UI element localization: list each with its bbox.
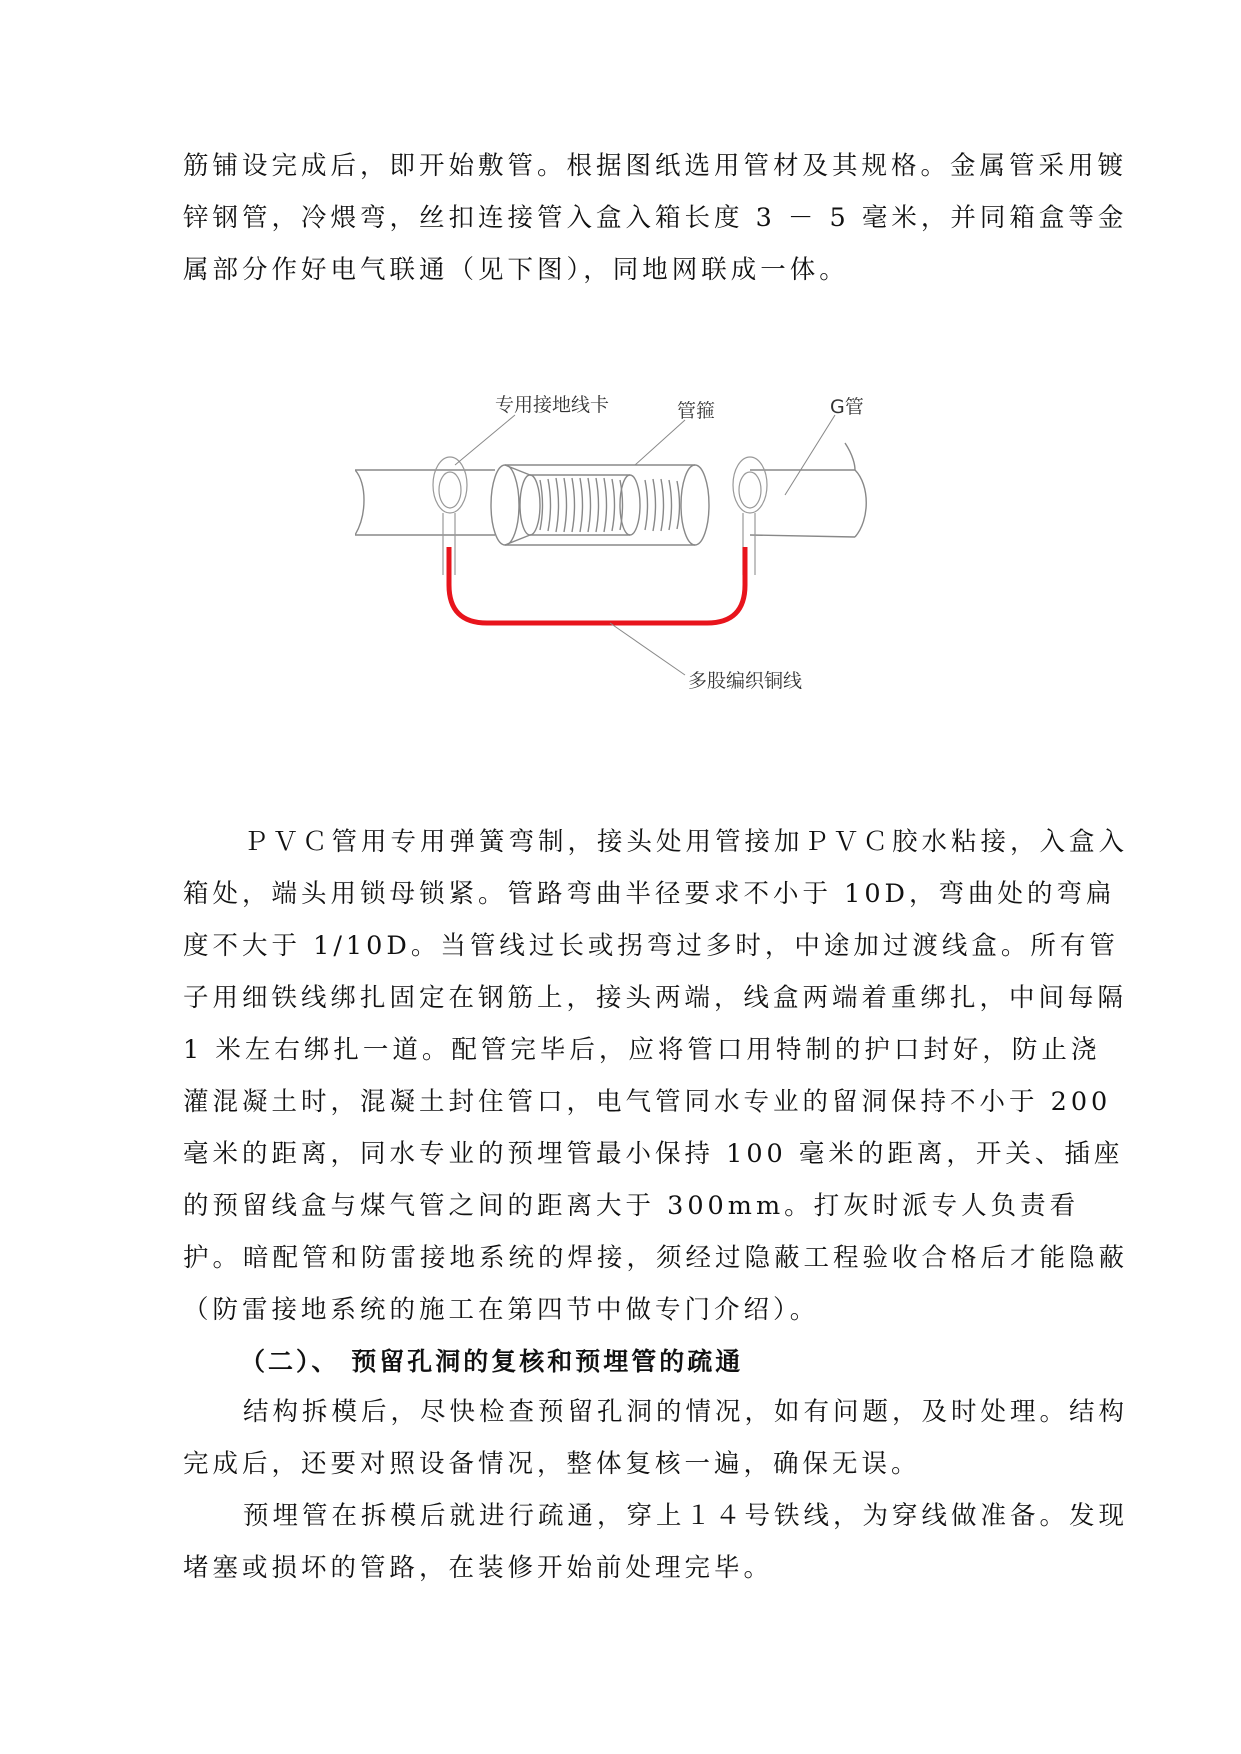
grounding-clamp-right <box>733 457 767 575</box>
paragraph-pvc: ＰＶＣ管用专用弹簧弯制，接头处用管接加ＰＶＣ胶水粘接，入盒入箱处，端头用锁母锁紧。管路弯曲半径要求不小于 10D，弯曲处的弯扁度不大于 1/10D。当管线过长或拐弯过多时，中途加过渡线盒。所有管子用细铁线绑扎固定在钢筋上，接头两端，线盒两端着重绑扎，中间每隔 1 米左右绑扎一道。配管完毕后，应将管口用特制的护口封好，防止浇灌混凝土时，混凝土封住管口，电气管同水专业的留洞保持不小于 200 毫米的距离，同水专业的预埋管最小保持 100 毫米的距离，开关、插座的预留线盒与煤气管之间的距离大于 300mm。打灰时派专人负责看护。 <box>183 827 1129 1273</box>
paragraph-intro: 筋铺设完成后，即开始敷管。根据图纸选用管材及其规格。金属管采用镀锌钢管，冷煨弯，丝扣连接管入盒入箱长度 3 － 5 毫米，并同箱盒等金属部分作好电气联通（见下图），同地网联成一体。 <box>183 151 1128 285</box>
paragraph-concealed: 暗配管和防雷接地系统的焊接，须经过隐蔽工程验收合格后才能隐蔽（防雷接地系统的施工在第四节中做专门介绍）。 <box>183 1243 1129 1325</box>
paragraph-dredging: 预埋管在拆模后就进行疏通，穿上１４号铁线，为穿线做准备。发现堵塞或损坏的管路，在装修开始前处理完毕。 <box>183 1501 1129 1583</box>
label-copper-wire: 多股编织铜线 <box>688 670 803 692</box>
label-g-pipe: G管 <box>830 396 864 418</box>
g-pipe <box>355 443 866 537</box>
grounding-diagram <box>355 395 975 735</box>
copper-wire <box>449 547 745 623</box>
label-grounding-clamp: 专用接地线卡 <box>495 395 610 416</box>
paragraph-holes: 结构拆模后，尽快检查预留孔洞的情况，如有问题，及时处理。结构完成后，还要对照设备情况，整体复核一遍，确保无误。 <box>183 1397 1129 1479</box>
coupling <box>491 465 709 545</box>
section-heading: （二）、 预留孔洞的复核和预埋管的疏通 <box>240 1347 744 1376</box>
label-coupling: 管箍 <box>677 400 716 422</box>
